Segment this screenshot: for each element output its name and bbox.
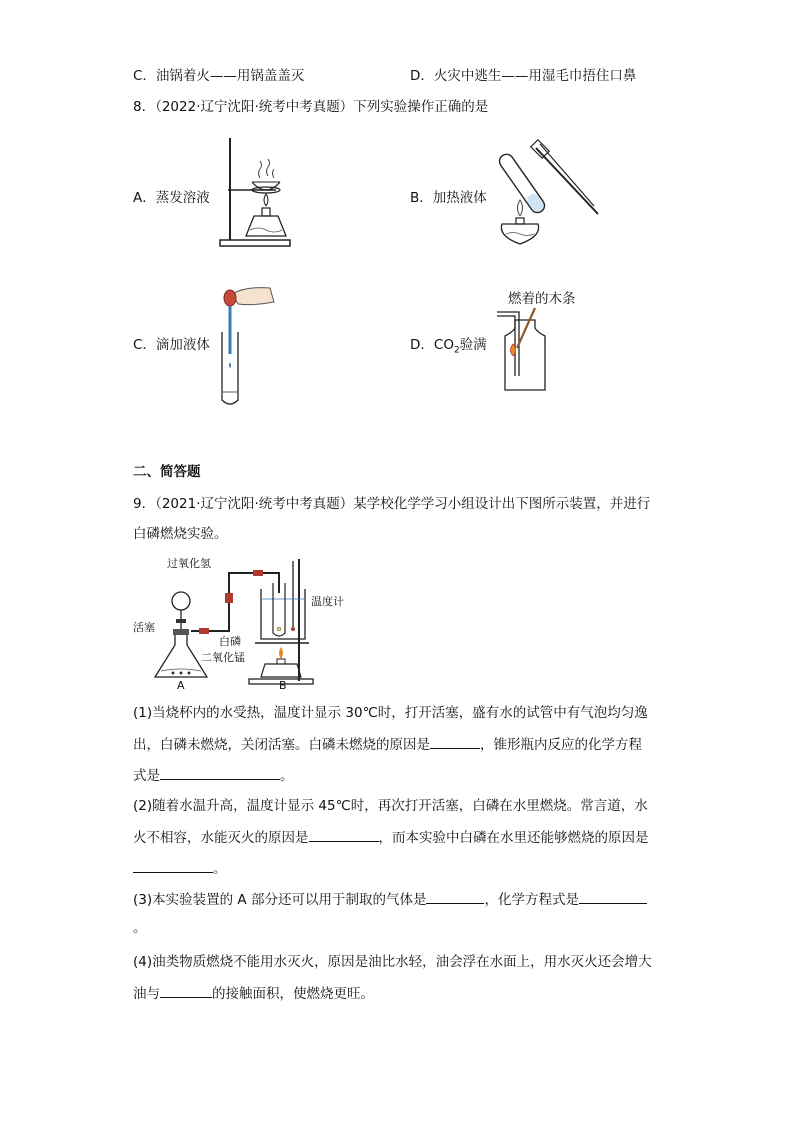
co2-full-test-figure (495, 306, 553, 394)
q8-figure-d-caption: 燃着的木条 (508, 291, 576, 307)
label-part-a: A (177, 679, 185, 692)
dropping-liquid-figure (212, 282, 280, 408)
answer-blank (160, 765, 280, 780)
q9-p1-line1: (1)当烧杯内的水受热，温度计显示 30℃时，打开活塞，盛有水的试管中有气泡均匀逸 (133, 705, 648, 721)
label-part-b: B (279, 679, 287, 692)
label-thermometer: 温度计 (311, 595, 344, 608)
answer-blank (160, 983, 212, 998)
q8-stem: 8．（2022·辽宁沈阳·统考中考真题）下列实验操作正确的是 (133, 99, 489, 115)
q9-stem-line1: 9．（2021·辽宁沈阳·统考中考真题）某学校化学学习小组设计出下图所示装置，并进行 (133, 496, 651, 512)
q8-option-b-label: B．加热液体 (410, 190, 487, 206)
q8-option-c-label: C．滴加液体 (133, 337, 210, 353)
label-hydrogen-peroxide: 过氧化氢 (167, 557, 211, 570)
heating-liquid-figure (492, 136, 602, 250)
q8-option-a-label: A．蒸发溶液 (133, 190, 210, 206)
q9-p4-line2: 油与 的接触面积，使燃烧更旺。 (133, 983, 374, 1004)
apparatus-drawing (133, 553, 373, 693)
label-manganese-dioxide: 二氧化锰 (201, 651, 245, 664)
answer-blank (426, 889, 484, 904)
section-title: 二、简答题 (133, 464, 201, 480)
answer-blank (579, 889, 647, 904)
answer-blank (133, 858, 213, 873)
label-valve: 活塞 (133, 621, 155, 634)
q9-p1-line3: 式是 。 (133, 765, 294, 786)
answer-blank (430, 734, 480, 749)
q9-p1-line2: 出，白磷未燃烧，关闭活塞。白磷未燃烧的原因是 ，锥形瓶内反应的化学方程 (133, 734, 642, 755)
q9-stem-line2: 白磷燃烧实验。 (133, 526, 228, 542)
q7-option-d: D．火灾中逃生——用湿毛巾捂住口鼻 (410, 68, 637, 84)
q9-p4-line1: (4)油类物质燃烧不能用水灭火，原因是油比水轻，油会浮在水面上，用水灭火还会增大 (133, 954, 652, 970)
evaporation-apparatus-figure (218, 136, 296, 250)
label-white-phosphorus: 白磷 (219, 635, 241, 648)
q8-option-d-label: D．$CO_2$验满 (410, 337, 487, 356)
phosphorus-combustion-apparatus (133, 553, 373, 693)
q9-p3-line1: (3)本实验装置的 A 部分还可以用于制取的气体是 ，化学方程式是 (133, 889, 647, 910)
q9-p2-line1: (2)随着水温升高，温度计显示 45℃时，再次打开活塞，白磷在水里燃烧。常言道，水 (133, 798, 648, 814)
q7-option-c: C．油锅着火——用锅盖盖灭 (133, 68, 305, 84)
q9-p2-line2: 火不相容，水能灭火的原因是 ，而本实验中白磷在水里还能够燃烧的原因是 (133, 827, 649, 848)
answer-blank (309, 827, 379, 842)
q9-p2-line3: 。 (133, 858, 227, 879)
q9-p3-line2: 。 (133, 920, 147, 936)
